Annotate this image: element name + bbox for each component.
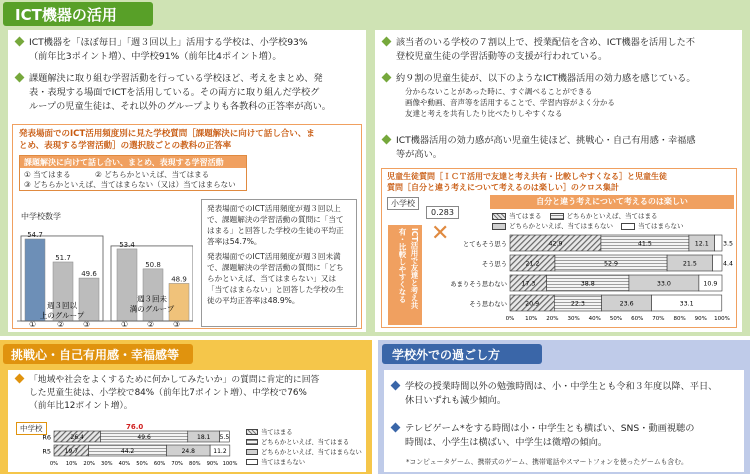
bar-value-label: 53.4 bbox=[119, 240, 135, 249]
cross-segment-label: 3.5 bbox=[722, 240, 734, 248]
circle-label: ① bbox=[29, 320, 37, 329]
cross-segment bbox=[715, 235, 722, 251]
cross-segment-label: 41.5 bbox=[637, 240, 652, 248]
cross-figure bbox=[381, 168, 737, 328]
cross-segment-label: 4.4 bbox=[722, 260, 734, 268]
callout-1: 発表場面でのICT活用頻度が週３回以上で、課題解決の学習活動の質問に「当てはまる」と回答した学校の生徒の平均正答率は54.7%。 bbox=[207, 204, 344, 246]
ict-point-1: ICT機器を「ほぼ毎日」「週３回以上」活用する学校は、小学校93% （前年比3ポイント増）、中学校91%（前年比4ポイント増）。 bbox=[16, 36, 361, 64]
outside-panel bbox=[378, 340, 750, 474]
cross-segment-label: 10.9 bbox=[703, 280, 718, 288]
challenge-panel bbox=[0, 340, 372, 474]
ict-right-point-2: 約９割の児童生徒が、以下のようなICT機器活用の効力感を感じている。 分からないことがあった時に、すぐ調べることができる 画像や動画、音声等を活用することで、学習内容がよく分かる 友達と考えを共有したり比べたりしやすくなる bbox=[383, 72, 738, 119]
ict-figure-legend-header: 課題解決に向けて話し合い、まとめ、表現する学習活動 bbox=[20, 156, 246, 168]
challenge-tick-label: 60% bbox=[153, 461, 166, 467]
challenge-segment-label: 18.1 bbox=[197, 434, 211, 441]
cross-legend bbox=[492, 211, 736, 231]
challenge-legend-item: どちらかといえば、当てはまらない bbox=[246, 448, 364, 458]
challenge-tick-label: 0% bbox=[49, 461, 59, 467]
bullet-diamond-icon bbox=[391, 381, 401, 391]
cross-row-label: とてもそう思う bbox=[462, 241, 507, 248]
circle-label: ③ bbox=[173, 320, 181, 329]
challenge-point: 「地域や社会をよくするために何かしてみたいか」の質問に肯定的に回答 した児童生徒は、小学校で84%（前年比7ポイント増）、中学校で76% （前年比12ポイント増）。 bbox=[16, 374, 364, 413]
circle-label: ② bbox=[57, 320, 65, 329]
bar-value-label: 50.8 bbox=[145, 260, 161, 269]
challenge-legend-item: 当てはまる bbox=[246, 428, 364, 438]
cross-segment-label: 21.2 bbox=[525, 260, 540, 268]
ict-bar-chart bbox=[17, 221, 193, 325]
challenge-segment-label: 44.2 bbox=[120, 448, 135, 455]
challenge-row-label: R6 bbox=[42, 433, 51, 442]
challenge-segment-label: 49.6 bbox=[137, 434, 151, 441]
cross-header: 自分と違う考えについて考えるのは楽しい bbox=[490, 195, 734, 209]
legend-item-2: ② どちらかといえば、当てはまる bbox=[95, 170, 210, 179]
group-1-label: 週３回以 bbox=[47, 301, 77, 311]
legend-item-1: ① 当てはまる bbox=[24, 170, 71, 179]
cross-tick-label: 50% bbox=[609, 316, 623, 322]
cross-segment-label: 23.6 bbox=[619, 300, 634, 308]
challenge-segment-label: 24.8 bbox=[181, 448, 195, 455]
cross-tick-label: 40% bbox=[588, 316, 601, 322]
bullet-diamond-icon bbox=[391, 423, 401, 433]
bullet-diamond-icon bbox=[15, 37, 25, 47]
bullet-diamond-icon bbox=[382, 37, 392, 47]
challenge-legend-item: 当てはまらない bbox=[246, 458, 364, 468]
ict-point-2: 課題解決に取り組む学習活動を行っている学校ほど、考えをまとめ、発 表・表現する場面でICTを活用している。その両方に取り組んだ学校グ ループの児童生徒は、それ以外のグループよりも各教科の正答率が高い。 bbox=[16, 72, 364, 114]
challenge-tick-label: 50% bbox=[136, 461, 148, 467]
cross-legend-item: 当てはまらない bbox=[621, 221, 684, 231]
challenge-segment-label: 5.5 bbox=[219, 434, 230, 441]
challenge-chart-label: 中学校 bbox=[16, 422, 47, 435]
cross-segment-label: 38.8 bbox=[580, 280, 595, 288]
cross-vertical-label: ICT活用で友達と考え共有・比較しやすくなる bbox=[388, 225, 422, 325]
ict-right-point-1: 該当者のいる学校の７割以上で、授業配信を含め、ICT機器を活用した不 登校児童生徒の学習活動等の支援が行われている。 bbox=[383, 36, 738, 64]
cross-segment-label: 20.9 bbox=[525, 300, 540, 308]
cross-segment-label: 42.9 bbox=[548, 240, 563, 248]
cross-segment-label: 22.3 bbox=[570, 300, 585, 308]
challenge-legend-item: どちらかといえば、当てはまる bbox=[246, 438, 364, 448]
circle-label: ③ bbox=[83, 320, 91, 329]
outside-point-2: テレビゲーム*をする時間は小・中学生とも横ばい、SNS・動画視聴の 時間は、小学生は横ばい、中学生は微増の傾向。 bbox=[392, 422, 742, 450]
bar-1 bbox=[25, 239, 45, 321]
challenge-row-label: R5 bbox=[42, 447, 51, 456]
cross-legend-item: 当てはまる bbox=[492, 211, 542, 221]
cross-school-label: 小学校 bbox=[387, 197, 419, 210]
cross-segment-label: 33.1 bbox=[679, 300, 694, 308]
group-1-label-2: 上のグループ bbox=[39, 311, 85, 321]
cross-legend-item: どちらかといえば、当てはまる bbox=[550, 211, 658, 221]
cross-tick-label: 0% bbox=[505, 316, 515, 322]
challenge-legend bbox=[246, 428, 364, 468]
challenge-tick-label: 10% bbox=[65, 461, 78, 467]
cross-segment-label: 21.5 bbox=[682, 260, 697, 268]
cross-tick-label: 90% bbox=[694, 316, 707, 322]
ict-figure-title: 発表場面でのICT活用頻度別に見た学校質問［課題解決に向けて話し合い、ま とめ、表現する学習活動］の選択肢ごとの教科の正答率 bbox=[19, 129, 315, 151]
outside-title-tab bbox=[382, 344, 542, 364]
cross-row-label: あまりそう思わない bbox=[450, 281, 507, 288]
outside-footnote: *コンピュータゲーム、携帯式のゲーム、携帯電話やスマートフォンを使ったゲームも含む。 bbox=[406, 458, 688, 466]
cross-row-label: そう思わない bbox=[469, 301, 507, 308]
cross-segment-label: 52.9 bbox=[604, 260, 619, 268]
challenge-chart bbox=[38, 430, 238, 470]
bar-6 bbox=[169, 283, 189, 321]
ict-right-column bbox=[375, 30, 742, 332]
outside-body bbox=[384, 370, 744, 472]
challenge-title: 挑戦心・自己有用感・幸福感等 bbox=[11, 348, 180, 362]
outside-point-1: 学校の授業時間以外の勉強時間は、小・中学生とも令和３年度以降、平日、 休日いずれも減少傾向。 bbox=[392, 380, 742, 408]
callout-2: 発表場面でのICT活用頻度が週３回未満で、課題解決の学習活動の質問に「どちらかといえば、当てはまらない」又は「当てはまらない」と回答した学校の生徒の平均正答率は48.9%。 bbox=[207, 252, 344, 305]
cross-segment bbox=[713, 255, 722, 271]
cross-chart bbox=[446, 233, 736, 327]
bar-value-label: 48.9 bbox=[171, 275, 187, 284]
cross-multiply-icon: ✕ bbox=[431, 221, 450, 246]
cross-tick-label: 10% bbox=[525, 316, 538, 322]
circle-label: ② bbox=[147, 320, 155, 329]
cross-tick-label: 30% bbox=[567, 316, 580, 322]
bullet-diamond-icon bbox=[15, 73, 25, 83]
cross-tick-label: 100% bbox=[714, 316, 730, 322]
ict-figure bbox=[12, 124, 362, 329]
bullet-diamond-icon bbox=[15, 374, 25, 384]
cross-tick-label: 80% bbox=[673, 316, 686, 322]
challenge-tick-label: 80% bbox=[189, 461, 201, 467]
challenge-tick-label: 40% bbox=[118, 461, 131, 467]
cross-tick-label: 70% bbox=[652, 316, 665, 322]
cross-segment-label: 12.1 bbox=[694, 240, 709, 248]
legend-item-3: ③ どちらかといえば、当てはまらない（又は）当てはまらない bbox=[24, 180, 236, 189]
cross-row-label: そう思う bbox=[481, 261, 507, 268]
cross-corr-value: 0.283 bbox=[426, 206, 459, 219]
challenge-tick-label: 20% bbox=[83, 461, 95, 467]
challenge-segment-label: 11.2 bbox=[213, 448, 227, 455]
ict-figure-legend-box bbox=[19, 155, 247, 191]
cross-tick-label: 20% bbox=[546, 316, 559, 322]
ict-title-tab bbox=[3, 2, 153, 26]
challenge-highlight: 76.0 bbox=[126, 423, 144, 431]
bar-value-label: 49.6 bbox=[81, 270, 97, 279]
circle-label: ① bbox=[121, 320, 129, 329]
cross-segment-label: 17.3 bbox=[521, 280, 536, 288]
cross-segment-label: 33.0 bbox=[656, 280, 671, 288]
ict-title: ICT機器の活用 bbox=[15, 6, 117, 24]
cross-legend-item: どちらかといえば、当てはまらない bbox=[492, 221, 613, 231]
cross-tick-label: 60% bbox=[631, 316, 644, 322]
challenge-segment-label: 19.7 bbox=[64, 448, 79, 455]
challenge-title-tab bbox=[3, 344, 193, 364]
challenge-tick-label: 30% bbox=[101, 461, 113, 467]
challenge-tick-label: 70% bbox=[171, 461, 183, 467]
challenge-body bbox=[8, 370, 366, 472]
bar-value-label: 54.7 bbox=[27, 230, 43, 239]
group-2-label: 週３回未 bbox=[137, 294, 167, 304]
challenge-tick-label: 100% bbox=[222, 461, 238, 467]
challenge-segment-label: 26.4 bbox=[70, 434, 84, 441]
cross-figure-title: 児童生徒質問［ＩＣＴ活用で友達と考え共有・比較しやすくなる］と児童生徒 質問［自分と違う考えについて考えるのは楽しい］のクロス集計 bbox=[387, 172, 667, 192]
callout-box bbox=[201, 199, 357, 327]
ict-left-column bbox=[8, 30, 366, 332]
outside-title: 学校外での過ごし方 bbox=[392, 348, 501, 362]
bullet-diamond-icon bbox=[382, 135, 392, 145]
bar-chart-label: 中学校数学 bbox=[21, 212, 61, 221]
ict-right-point-3: ICT機器活用の効力感が高い児童生徒ほど、挑戦心・自己有用感・幸福感 等が高い。 bbox=[383, 134, 738, 162]
group-2-label-2: 満のグループ bbox=[129, 304, 175, 314]
bar-value-label: 51.7 bbox=[55, 253, 71, 262]
bullet-diamond-icon bbox=[382, 73, 392, 83]
challenge-tick-label: 90% bbox=[206, 461, 219, 467]
